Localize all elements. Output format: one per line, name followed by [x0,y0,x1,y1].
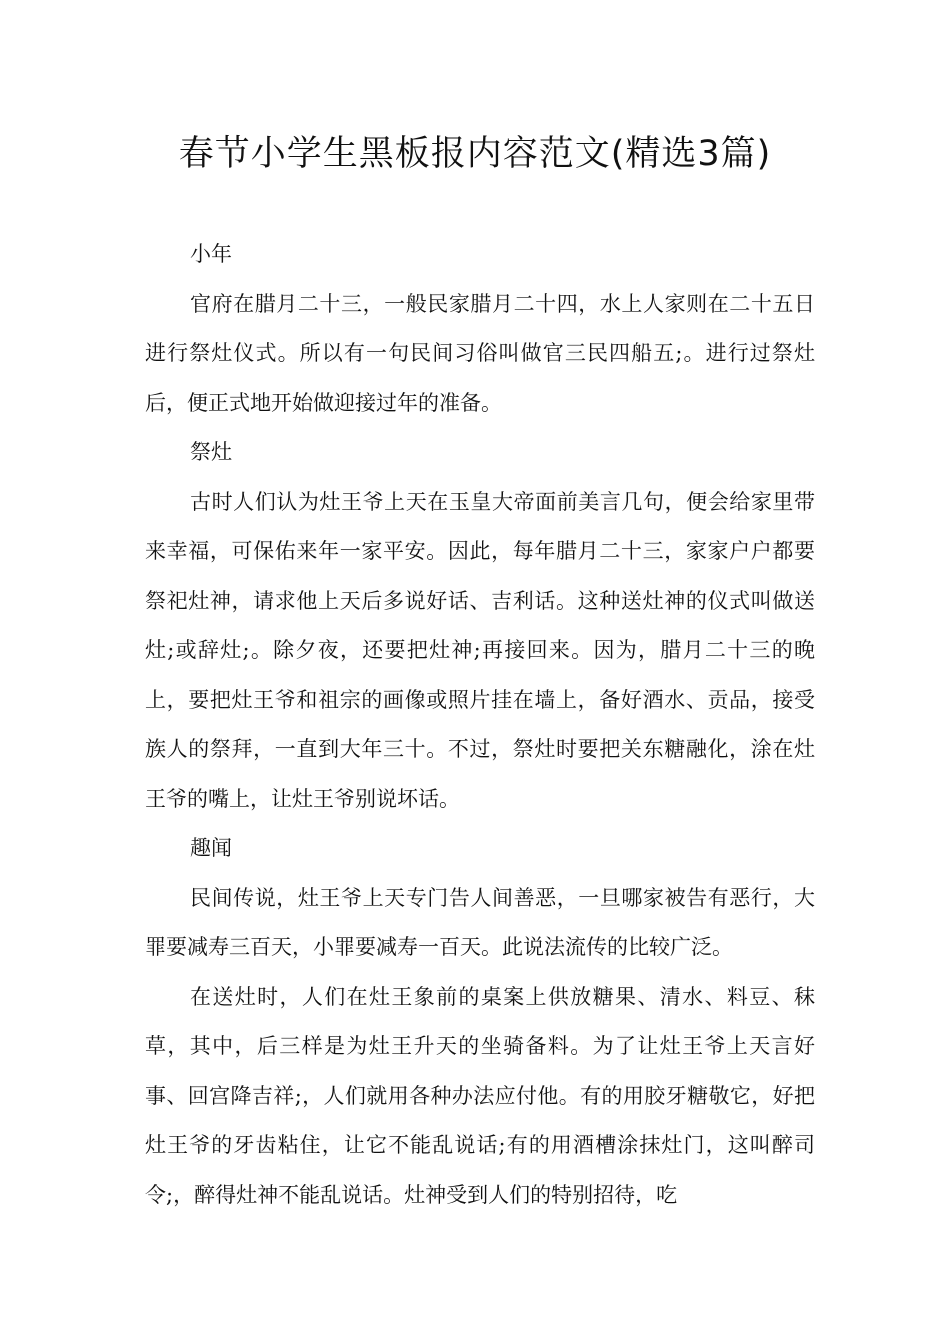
paragraph-xiaonian: 官府在腊月二十三，一般民家腊月二十四，水上人家则在二十五日进行祭灶仪式。所以有一句民间习俗叫做官三民四船五;。进行过祭灶后，便正式地开始做迎接过年的准备。 [145,291,815,415]
section-heading-xiaonian: 小年 [190,242,232,266]
section-heading-jizao: 祭灶 [190,440,232,464]
paragraph-quwen-1: 民间传说，灶王爷上天专门告人间善恶，一旦哪家被告有恶行，大罪要减寿三百天，小罪要减寿一百天。此说法流传的比较广泛。 [145,885,815,959]
paragraph-jizao: 古时人们认为灶王爷上天在玉皇大帝面前美言几句，便会给家里带来幸福，可保佑来年一家平安。因此，每年腊月二十三，家家户户都要祭祀灶神，请求他上天后多说好话、吉利话。这种送灶神的仪式叫做送灶;或辞灶;。除夕夜，还要把灶神;再接回来。因为，腊月二十三的晚上，要把灶王爷和祖宗的画像或照片挂在墙上，备好酒水、贡品，接受族人的祭拜，一直到大年三十。不过，祭灶时要把关东糖融化，涂在灶王爷的嘴上，让灶王爷别说坏话。 [145,489,815,811]
paragraph-quwen-2: 在送灶时，人们在灶王象前的桌案上供放糖果、清水、料豆、秣草，其中，后三样是为灶王升天的坐骑备料。为了让灶王爷上天言好事、回宫降吉祥;，人们就用各种办法应付他。有的用胶牙糖敬它，好把灶王爷的牙齿粘住，让它不能乱说话;有的用酒槽涂抹灶门，这叫醉司令;，醉得灶神不能乱说话。灶神受到人们的特别招待，吃 [145,984,815,1207]
document-body [145,230,815,1220]
document-title: 春节小学生黑板报内容范文(精选3篇) [178,134,772,174]
section-heading-quwen: 趣闻 [190,836,232,860]
